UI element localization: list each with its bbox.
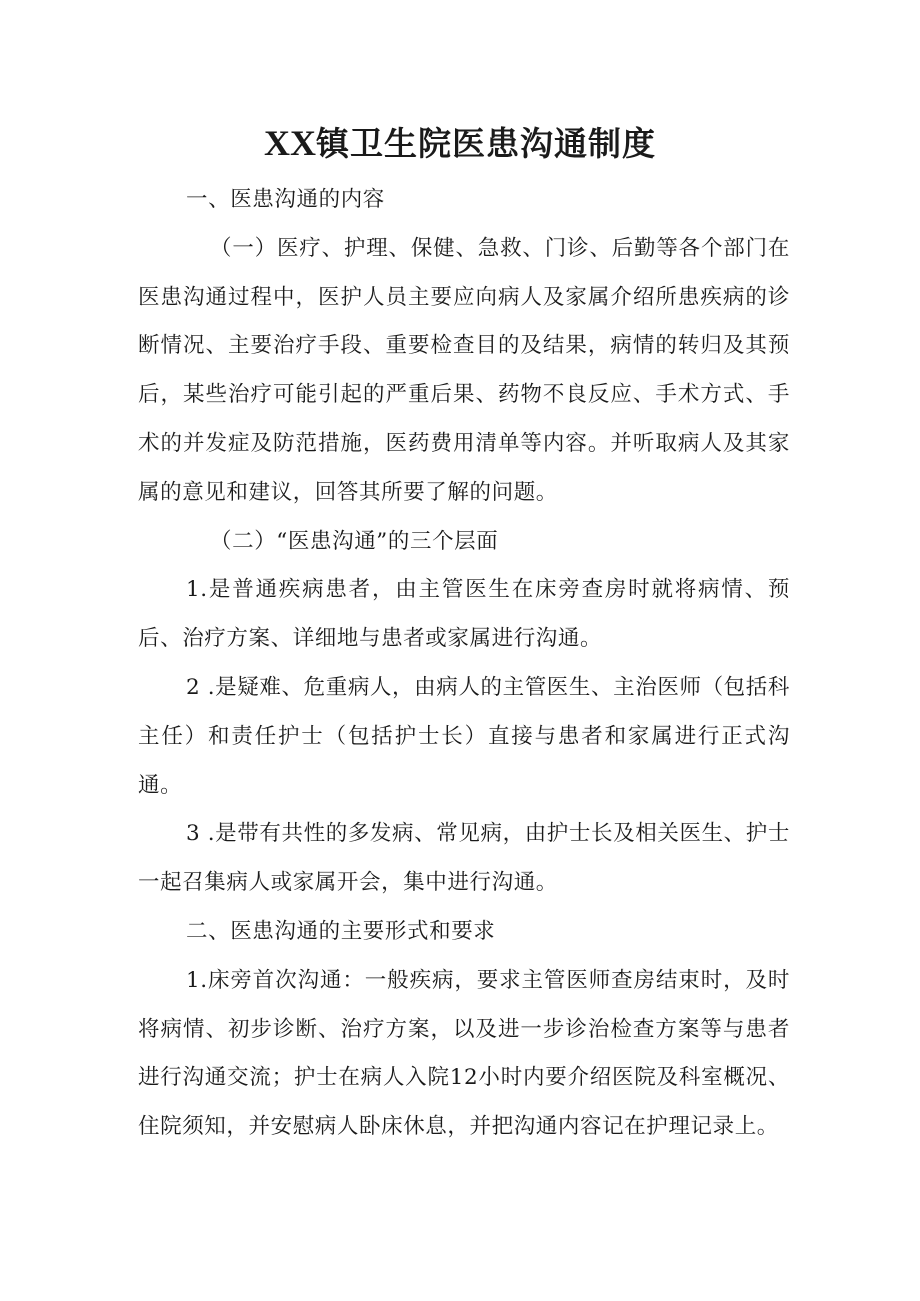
paragraph-bedside-communication: 1.床旁首次沟通：一般疾病，要求主管医师查房结束时，及时将病情、初步诊断、治疗方案，以及进一步诊治检查方案等与患者进行沟通交流；护士在病人入院12小时内要介绍医院及科室概况、住院须知，并安慰病人卧床休息，并把沟通内容记在护理记录上。 <box>138 967 790 1140</box>
document-title <box>0 118 920 169</box>
title-prefix: XX <box>264 123 316 163</box>
list-item-1: 1.是普通疾病患者，由主管医生在床旁查房时就将病情、预后、治疗方案、详细地与患者或家属进行沟通。 <box>138 577 790 652</box>
section-heading-1: 一、医患沟通的内容 <box>186 187 385 212</box>
paragraph-content-1: （一）医疗、护理、保健、急救、门诊、后勤等各个部门在医患沟通过程中，医护人员主要应向病人及家属介绍所患疾病的诊断情况、主要治疗手段、重要检查目的及结果，病情的转归及其预后，某些治疗可能引起的严重后果、药物不良反应、手术方式、手术的并发症及防范措施，医药费用清单等内容。并听取病人及其家属的意见和建议，回答其所要了解的问题。 <box>138 235 790 505</box>
section-heading-2: 二、医患沟通的主要形式和要求 <box>186 918 496 944</box>
document-body <box>138 176 790 1152</box>
subsection-heading-2: （二）“医患沟通”的三个层面 <box>210 528 499 554</box>
list-item-3: 3 .是带有共性的多发病、常见病，由护士长及相关医生、护士一起召集病人或家属开会，集中进行沟通。 <box>138 821 790 896</box>
title-text: 镇卫生院医患沟通制度 <box>316 124 656 163</box>
list-item-2: 2 .是疑难、危重病人，由病人的主管医生、主治医师（包括科主任）和责任护士（包括护士长）直接与患者和家属进行正式沟通。 <box>138 674 790 798</box>
